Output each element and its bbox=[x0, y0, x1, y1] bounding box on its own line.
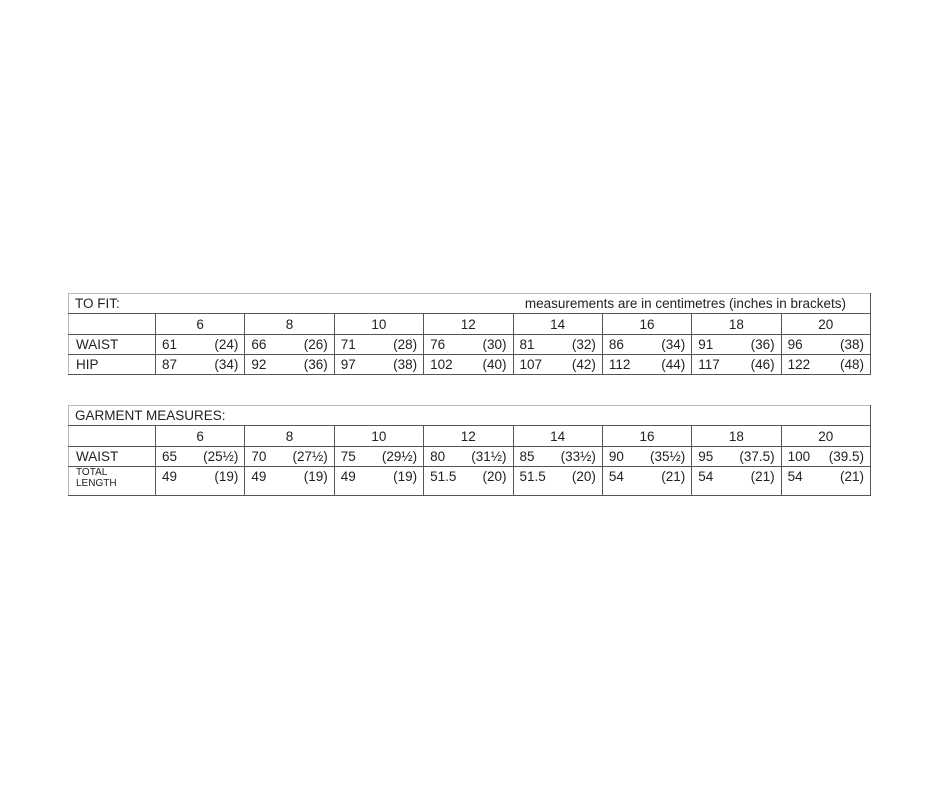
cm-value: 54 bbox=[608, 469, 624, 484]
table-title-cell bbox=[69, 406, 871, 426]
inch-value: (42) bbox=[571, 357, 596, 372]
cm-value: 65 bbox=[162, 449, 178, 464]
measure-cell bbox=[781, 467, 870, 496]
cm-value: 49 bbox=[340, 469, 356, 484]
cm-value: 70 bbox=[251, 449, 267, 464]
row-label-waist: WAIST bbox=[69, 447, 156, 467]
measure-cell bbox=[334, 447, 423, 467]
garment-measures-table bbox=[68, 405, 871, 496]
inch-value: (38) bbox=[839, 337, 864, 352]
row-label-line: TOTAL bbox=[76, 467, 108, 478]
size-header-row bbox=[69, 426, 871, 447]
inch-value: (36) bbox=[750, 337, 775, 352]
measure-cell bbox=[602, 335, 691, 355]
measure-cell bbox=[424, 467, 513, 496]
inch-value: (29½) bbox=[381, 449, 418, 464]
cm-value: 71 bbox=[340, 337, 356, 352]
measure-cell bbox=[245, 447, 334, 467]
cm-value: 66 bbox=[251, 337, 267, 352]
cm-value: 107 bbox=[519, 357, 543, 372]
measure-cell bbox=[513, 335, 602, 355]
cm-value: 90 bbox=[608, 449, 624, 464]
inch-value: (35½) bbox=[649, 449, 686, 464]
measure-cell bbox=[334, 335, 423, 355]
size-header: 6 bbox=[156, 314, 245, 335]
cm-value: 81 bbox=[519, 337, 535, 352]
to-fit-title: TO FIT: bbox=[75, 296, 120, 311]
table-title-row bbox=[69, 294, 871, 314]
inch-value: (46) bbox=[750, 357, 775, 372]
cm-value: 86 bbox=[608, 337, 624, 352]
cm-value: 75 bbox=[340, 449, 356, 464]
to-fit-table bbox=[68, 293, 871, 375]
size-header: 8 bbox=[245, 314, 334, 335]
cm-value: 87 bbox=[162, 357, 178, 372]
cm-value: 85 bbox=[519, 449, 535, 464]
table-title-cell bbox=[69, 294, 871, 314]
inch-value: (37.5) bbox=[739, 449, 775, 464]
cm-value: 122 bbox=[787, 357, 811, 372]
inch-value: (44) bbox=[661, 357, 686, 372]
inch-value: (34) bbox=[661, 337, 686, 352]
cm-value: 91 bbox=[698, 337, 714, 352]
size-header: 14 bbox=[513, 426, 602, 447]
size-header: 12 bbox=[424, 426, 513, 447]
inch-value: (30) bbox=[482, 337, 507, 352]
inch-value: (21) bbox=[661, 469, 686, 484]
measure-cell bbox=[513, 467, 602, 496]
table-row bbox=[69, 447, 871, 467]
cm-value: 92 bbox=[251, 357, 267, 372]
inch-value: (39.5) bbox=[828, 449, 864, 464]
cm-value: 80 bbox=[430, 449, 446, 464]
table-row bbox=[69, 467, 871, 496]
cm-value: 96 bbox=[787, 337, 803, 352]
size-header: 14 bbox=[513, 314, 602, 335]
inch-value: (25½) bbox=[203, 449, 239, 464]
measure-cell bbox=[602, 447, 691, 467]
measure-cell bbox=[781, 355, 870, 375]
size-header: 12 bbox=[424, 314, 513, 335]
cm-value: 54 bbox=[787, 469, 803, 484]
measure-cell bbox=[692, 467, 781, 496]
inch-value: (28) bbox=[393, 337, 418, 352]
measure-cell bbox=[424, 335, 513, 355]
cm-value: 51.5 bbox=[430, 469, 457, 484]
cm-value: 51.5 bbox=[519, 469, 546, 484]
size-header: 16 bbox=[602, 314, 691, 335]
row-label-hip: HIP bbox=[69, 355, 156, 375]
table-row bbox=[69, 335, 871, 355]
header-corner-cell bbox=[69, 426, 156, 447]
measure-cell bbox=[334, 355, 423, 375]
inch-value: (19) bbox=[393, 469, 418, 484]
measure-cell bbox=[424, 355, 513, 375]
measure-cell bbox=[513, 447, 602, 467]
size-header: 6 bbox=[156, 426, 245, 447]
inch-value: (20) bbox=[482, 469, 507, 484]
row-label-total-length bbox=[69, 467, 156, 496]
size-header: 10 bbox=[334, 426, 423, 447]
measure-cell bbox=[424, 447, 513, 467]
size-header: 16 bbox=[602, 426, 691, 447]
cm-value: 95 bbox=[698, 449, 714, 464]
size-header: 8 bbox=[245, 426, 334, 447]
inch-value: (19) bbox=[214, 469, 239, 484]
inch-value: (33½) bbox=[560, 449, 596, 464]
measure-cell bbox=[602, 467, 691, 496]
measure-cell bbox=[781, 447, 870, 467]
size-header: 10 bbox=[334, 314, 423, 335]
size-header-row bbox=[69, 314, 871, 335]
measure-cell bbox=[692, 447, 781, 467]
cm-value: 112 bbox=[608, 357, 631, 372]
measure-cell bbox=[692, 335, 781, 355]
cm-value: 100 bbox=[787, 449, 811, 464]
inch-value: (31½) bbox=[471, 449, 507, 464]
measure-cell bbox=[156, 467, 245, 496]
inch-value: (38) bbox=[393, 357, 418, 372]
cm-value: 97 bbox=[340, 357, 356, 372]
inch-value: (32) bbox=[571, 337, 596, 352]
measure-cell bbox=[602, 355, 691, 375]
cm-value: 54 bbox=[698, 469, 714, 484]
inch-value: (34) bbox=[214, 357, 239, 372]
measure-cell bbox=[156, 335, 245, 355]
garment-measures-title: GARMENT MEASURES: bbox=[75, 408, 226, 423]
measure-cell bbox=[245, 355, 334, 375]
inch-value: (48) bbox=[839, 357, 864, 372]
row-label-line: LENGTH bbox=[76, 478, 117, 489]
size-header: 18 bbox=[692, 314, 781, 335]
table-row bbox=[69, 355, 871, 375]
inch-value: (21) bbox=[750, 469, 775, 484]
inch-value: (20) bbox=[571, 469, 596, 484]
cm-value: 117 bbox=[698, 357, 720, 372]
measure-cell bbox=[156, 447, 245, 467]
cm-value: 61 bbox=[162, 337, 178, 352]
inch-value: (19) bbox=[303, 469, 328, 484]
header-corner-cell bbox=[69, 314, 156, 335]
row-label-waist: WAIST bbox=[69, 335, 156, 355]
inch-value: (36) bbox=[303, 357, 328, 372]
measure-cell bbox=[513, 355, 602, 375]
cm-value: 102 bbox=[430, 357, 453, 372]
cm-value: 76 bbox=[430, 337, 446, 352]
measure-cell bbox=[245, 335, 334, 355]
units-note: measurements are in centimetres (inches in brackets) bbox=[524, 296, 846, 311]
measure-cell bbox=[156, 355, 245, 375]
size-header: 18 bbox=[692, 426, 781, 447]
size-header: 20 bbox=[781, 314, 870, 335]
inch-value: (24) bbox=[214, 337, 239, 352]
measure-cell bbox=[334, 467, 423, 496]
inch-value: (26) bbox=[303, 337, 328, 352]
size-header: 20 bbox=[781, 426, 870, 447]
inch-value: (21) bbox=[839, 469, 864, 484]
measure-cell bbox=[692, 355, 781, 375]
inch-value: (40) bbox=[482, 357, 507, 372]
table-title-row bbox=[69, 406, 871, 426]
measure-cell bbox=[781, 335, 870, 355]
inch-value: (27½) bbox=[292, 449, 328, 464]
cm-value: 49 bbox=[251, 469, 267, 484]
measure-cell bbox=[245, 467, 334, 496]
cm-value: 49 bbox=[162, 469, 178, 484]
